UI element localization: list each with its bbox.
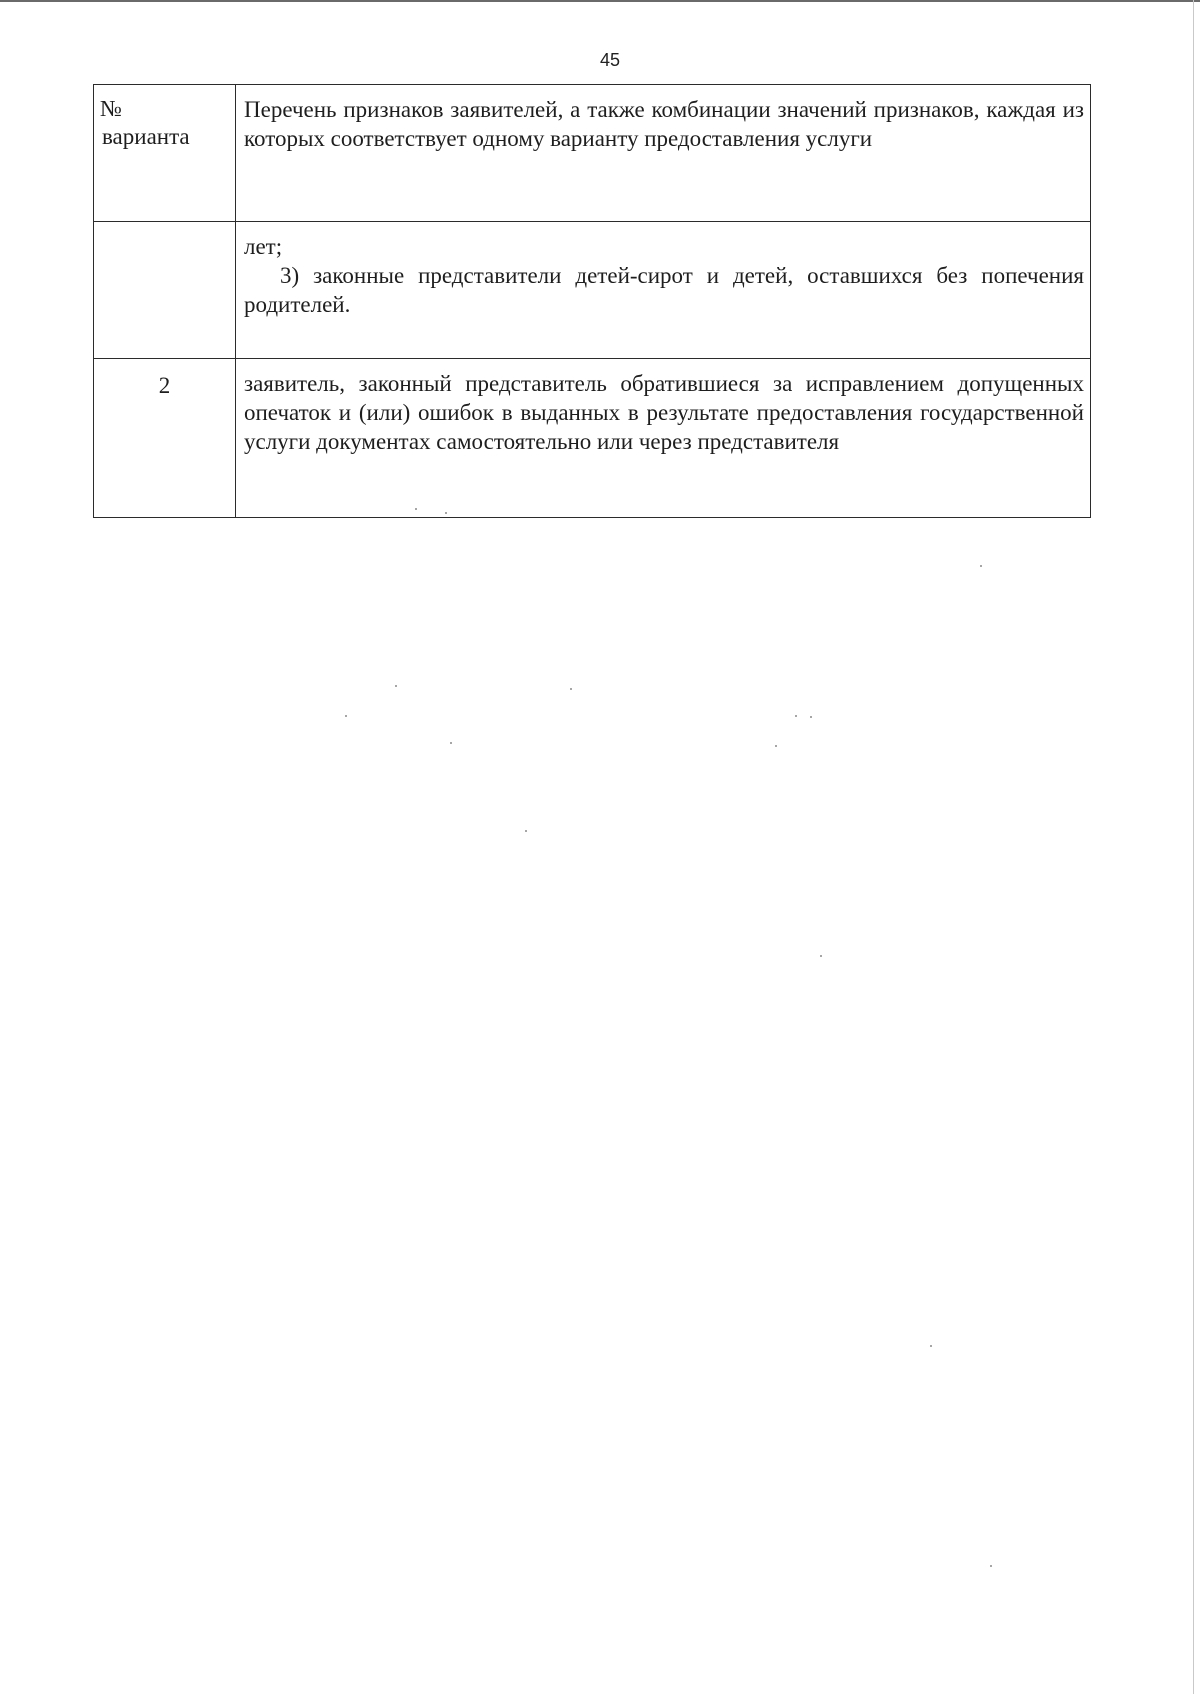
row-text-paragraph: 3) законные представители детей-сирот и детей, оставшихся без попечения родителей.: [244, 263, 1084, 317]
scan-right-edge: [1193, 0, 1194, 1694]
scan-speck: [820, 955, 822, 957]
scan-speck: [980, 565, 982, 567]
scan-speck: [775, 745, 777, 747]
scan-speck: [395, 685, 397, 687]
header-description-cell: [236, 85, 1091, 222]
number-sign: №: [100, 96, 122, 121]
header-description: Перечень признаков заявителей, а также комбинации значений признаков, каждая из которых соответствует одному варианту предоставления услуги: [244, 97, 1084, 151]
scan-speck: [930, 1345, 932, 1347]
scan-speck: [795, 715, 797, 717]
table-row: [94, 359, 1091, 518]
scan-speck: [525, 830, 527, 832]
page-number: 45: [599, 50, 621, 70]
scan-speck: [570, 688, 572, 690]
header-number-cell: [94, 85, 236, 222]
variants-table: [93, 84, 1091, 518]
scan-speck: [445, 512, 447, 514]
row-number-cell: [94, 222, 236, 359]
row-number: 2: [158, 373, 171, 398]
row-text-cell: [236, 359, 1091, 518]
scan-speck: [415, 508, 417, 510]
row-number: [94, 222, 235, 234]
table-row: [94, 222, 1091, 359]
number-word: варианта: [102, 124, 190, 149]
scan-speck: [990, 1565, 992, 1567]
row-text-cell: [236, 222, 1091, 359]
row-text-line: лет;: [244, 234, 283, 259]
table-header-row: [94, 85, 1091, 222]
row-text-paragraph: заявитель, законный представитель обратившиеся за исправлением допущенных опечаток и (или) ошибок в выданных в результате предоставления государственной услуги документах самостоятельно или через представителя: [244, 371, 1084, 454]
scan-speck: [810, 716, 812, 718]
row-number-cell: [94, 359, 236, 518]
scan-speck: [345, 715, 347, 717]
scan-top-edge: [0, 0, 1200, 2]
scan-speck: [450, 742, 452, 744]
